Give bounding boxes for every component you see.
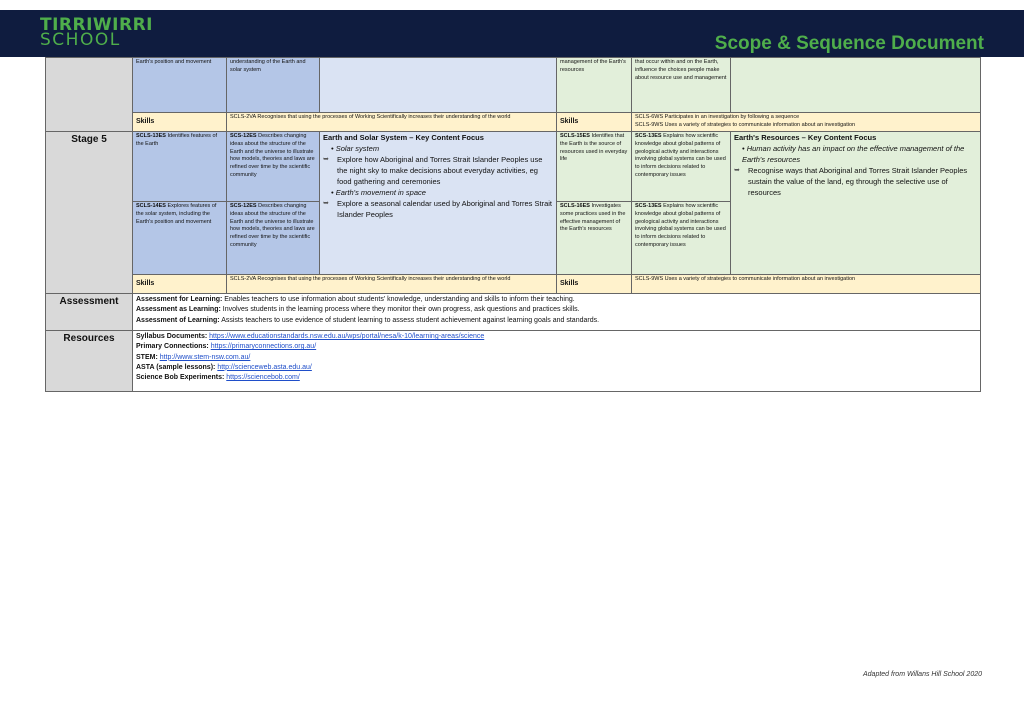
- outcome-text: Describes changing ideas about the structure of the Earth and the universe to illustrate how models, theories and laws are refined over time by the scientific community: [230, 133, 315, 178]
- table-row: [46, 132, 981, 202]
- logo-line1: TIRRIWIRRI: [40, 15, 154, 35]
- outcome-cell: [227, 132, 320, 202]
- focus-subpoint: ➥ Explore how Aboriginal and Torres Strait Islander Peoples use the night sky to make decisions about everyday activities, eg food gathering and ceremonies: [323, 155, 543, 186]
- assessment-label: Assessment: [46, 294, 133, 331]
- skills-label: Skills: [133, 113, 227, 132]
- skills-label: Skills: [557, 275, 632, 294]
- skills-text: SCLS-9WS Uses a variety of strategies to communicate information about an investigation: [632, 275, 981, 294]
- focus-bullet: • Solar system: [331, 144, 380, 153]
- table-row: [46, 275, 981, 294]
- assessment-line: Assessment as Learning: Involves students in the learning process where they monitor their own progress, ask questions and practices skills.: [136, 306, 580, 314]
- outcome-text: Explains how scientific knowledge about global patterns of geological activity and interactions involving global systems can be used to inform decisions related to contemporary issues: [635, 203, 726, 248]
- assessment-cell: [133, 294, 981, 331]
- outcome-cell: [557, 202, 632, 275]
- outcome-code: SCS-12ES: [230, 203, 257, 209]
- skills-line: SCLS-9WS Uses a variety of strategies to communicate information about an investigation: [635, 121, 856, 128]
- asta-link[interactable]: http://scienceweb.asta.edu.au/: [217, 363, 312, 371]
- outcome-cell: management of the Earth's resources: [557, 58, 632, 113]
- arrow-icon: ➥: [323, 156, 329, 163]
- outcome-cell: [227, 202, 320, 275]
- arrow-icon: ➥: [323, 200, 329, 207]
- focus-title: Earth's Resources – Key Content Focus: [734, 133, 877, 142]
- outcome-code: SCLS-15ES: [560, 133, 590, 139]
- skills-label: Skills: [133, 275, 227, 294]
- outcome-text: Explains how scientific knowledge about global patterns of geological activity and interactions involving global systems can be used to inform decisions related to contemporary issues: [635, 133, 726, 178]
- focus-bullet: • Human activity has an impact on the effective management of the Earth's resources: [742, 144, 965, 164]
- outcome-text: Describes changing ideas about the structure of the Earth and the universe to illustrate how models, theories and laws are refined over time by the scientific community: [230, 203, 315, 248]
- skills-text: SCLS-2VA Recognises that using the processes of Working Scientifically increases their understanding of the world: [227, 275, 557, 294]
- focus-cell: [731, 132, 981, 275]
- resource-line: Primary Connections: https://primaryconnections.org.au/: [136, 343, 317, 351]
- outcome-cell: [557, 132, 632, 202]
- focus-cell: [320, 132, 557, 275]
- focus-bullet: • Earth's movement in space: [331, 188, 426, 197]
- resource-line: STEM: http://www.stem-nsw.com.au/: [136, 353, 251, 361]
- table-row: [46, 58, 981, 113]
- resource-line: ASTA (sample lessons): http://scienceweb.asta.edu.au/: [136, 363, 312, 371]
- outcome-cell: that occur within and on the Earth, influence the choices people make about resource use and management: [632, 58, 731, 113]
- document-title: Scope & Sequence Document: [714, 33, 984, 54]
- outcome-text: Explores features of the solar system, including the Earth's position and movement: [136, 203, 217, 225]
- outcome-code: SCLS-16ES: [560, 203, 590, 209]
- outcome-cell: [133, 132, 227, 202]
- outcome-text: Investigates some practices used in the effective management of the Earth's resources: [560, 203, 626, 233]
- focus-subpoint: ➥ Explore a seasonal calendar used by Aboriginal and Torres Strait Islander Peoples: [323, 199, 552, 219]
- resource-line: Science Bob Experiments: https://sciencebob.com/: [136, 374, 300, 382]
- outcome-cell: [632, 132, 731, 202]
- syllabus-link[interactable]: https://www.educationstandards.nsw.edu.au/wps/portal/nesa/k-10/learning-areas/science: [209, 333, 485, 340]
- header-bar: [0, 10, 1024, 57]
- outcome-cell: [632, 202, 731, 275]
- science-bob-link[interactable]: https://sciencebob.com/: [226, 374, 300, 382]
- outcome-text: Identifies features of the Earth: [136, 133, 218, 147]
- outcome-cell: understanding of the Earth and solar system: [227, 58, 320, 113]
- focus-subpoint: ➥ Recognise ways that Aboriginal and Torres Strait Islander Peoples sustain the value of the land, eg through the selective use of resources: [734, 166, 968, 197]
- skills-text: SCLS-2VA Recognises that using the processes of Working Scientifically increases their understanding of the world: [227, 113, 557, 132]
- skills-line: SCLS-6WS Participates in an investigation by following a sequence: [635, 114, 800, 120]
- outcome-code: SCS-13ES: [635, 133, 662, 139]
- table-row: [46, 113, 981, 132]
- resources-label: Resources: [46, 331, 133, 392]
- focus-title: Earth and Solar System – Key Content Focus: [323, 133, 484, 142]
- focus-cell: [320, 58, 557, 113]
- assessment-line: Assessment of Learning: Assists teachers to use evidence of student learning to assess student achievement against learning goals and standards.: [136, 316, 600, 324]
- outcome-text: Identifies that the Earth is the source of resources used in everyday life: [560, 133, 628, 163]
- resources-cell: [133, 331, 981, 392]
- skills-label: Skills: [557, 113, 632, 132]
- footer-credit: Adapted from Willans Hill School 2020: [863, 671, 982, 678]
- primary-connections-link[interactable]: https://primaryconnections.org.au/: [210, 343, 317, 351]
- assessment-line: Assessment for Learning: Enables teachers to use information about students' knowledge, understanding and skills to inform their teaching.: [136, 296, 575, 303]
- table-row: [46, 331, 981, 392]
- logo-line2: SCHOOL: [40, 30, 121, 50]
- stage-label: Stage 5: [46, 132, 133, 294]
- outcome-cell: Earth's position and movement: [133, 58, 227, 113]
- outcome-cell: [133, 202, 227, 275]
- outcome-code: SCLS-14ES: [136, 203, 166, 209]
- arrow-icon: ➥: [734, 167, 740, 174]
- outcome-code: SCS-12ES: [230, 133, 257, 139]
- scope-sequence-table: [45, 57, 981, 392]
- outcome-code: SCS-13ES: [635, 203, 662, 209]
- skills-text: [632, 113, 981, 132]
- stage-cell-blank: [46, 58, 133, 132]
- resource-line: Syllabus Documents: https://www.educationstandards.nsw.edu.au/wps/portal/nesa/k-10/learning-areas/science: [136, 333, 485, 340]
- table-row: [46, 294, 981, 331]
- school-logo: [40, 15, 154, 50]
- outcome-code: SCLS-13ES: [136, 133, 166, 139]
- focus-cell: [731, 58, 981, 113]
- stem-link[interactable]: http://www.stem-nsw.com.au/: [159, 353, 251, 361]
